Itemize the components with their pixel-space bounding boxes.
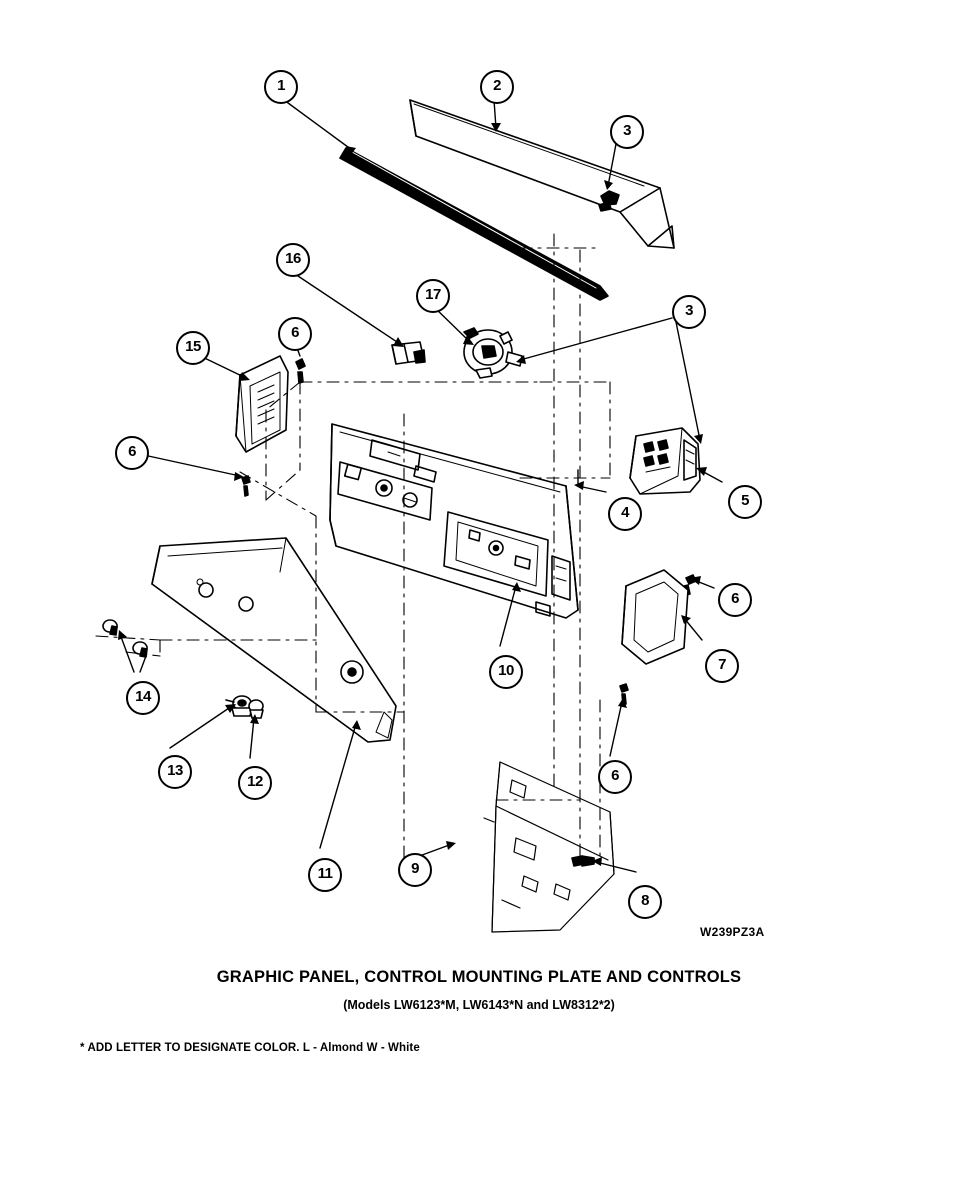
part-14-clips [103,620,147,657]
callout-14[interactable]: 14 [126,681,160,715]
callout-13[interactable]: 13 [158,755,192,789]
callout-15[interactable]: 15 [176,331,210,365]
callout-5[interactable]: 5 [728,485,762,519]
callout-2[interactable]: 2 [480,70,514,104]
part-5-control-block [630,428,700,494]
callout-6-right[interactable]: 6 [718,583,752,617]
callout-3-right[interactable]: 3 [672,295,706,329]
part-15-left-end-cap [236,356,288,452]
callout-9[interactable]: 9 [398,853,432,887]
color-code-note: * ADD LETTER TO DESIGNATE COLOR. L - Almond W - White [80,1042,420,1054]
part-8-screw [572,856,594,866]
part-7-right-end-cap [622,570,688,664]
callout-16[interactable]: 16 [276,243,310,277]
callout-6-left[interactable]: 6 [115,436,149,470]
callout-17[interactable]: 17 [416,279,450,313]
drawing-number: W239PZ3A [700,925,765,939]
diagram-models: (Models LW6123*M, LW6143*N and LW8312*2) [343,998,615,1012]
callout-8[interactable]: 8 [628,885,662,919]
part-4-control-mounting-plate [330,424,578,618]
callout-1[interactable]: 1 [264,70,298,104]
callout-4[interactable]: 4 [608,497,642,531]
callout-11[interactable]: 11 [308,858,342,892]
part-9-cabinet-top [484,762,614,932]
part-17-timer-assembly [464,328,522,378]
callout-7[interactable]: 7 [705,649,739,683]
diagram-title: GRAPHIC PANEL, CONTROL MOUNTING PLATE AND CONTROLS [216,968,742,986]
callout-3-upper[interactable]: 3 [610,115,644,149]
callout-12[interactable]: 12 [238,766,272,800]
callout-10[interactable]: 10 [489,655,523,689]
callout-6-bottom[interactable]: 6 [598,760,632,794]
callout-6-top[interactable]: 6 [278,317,312,351]
